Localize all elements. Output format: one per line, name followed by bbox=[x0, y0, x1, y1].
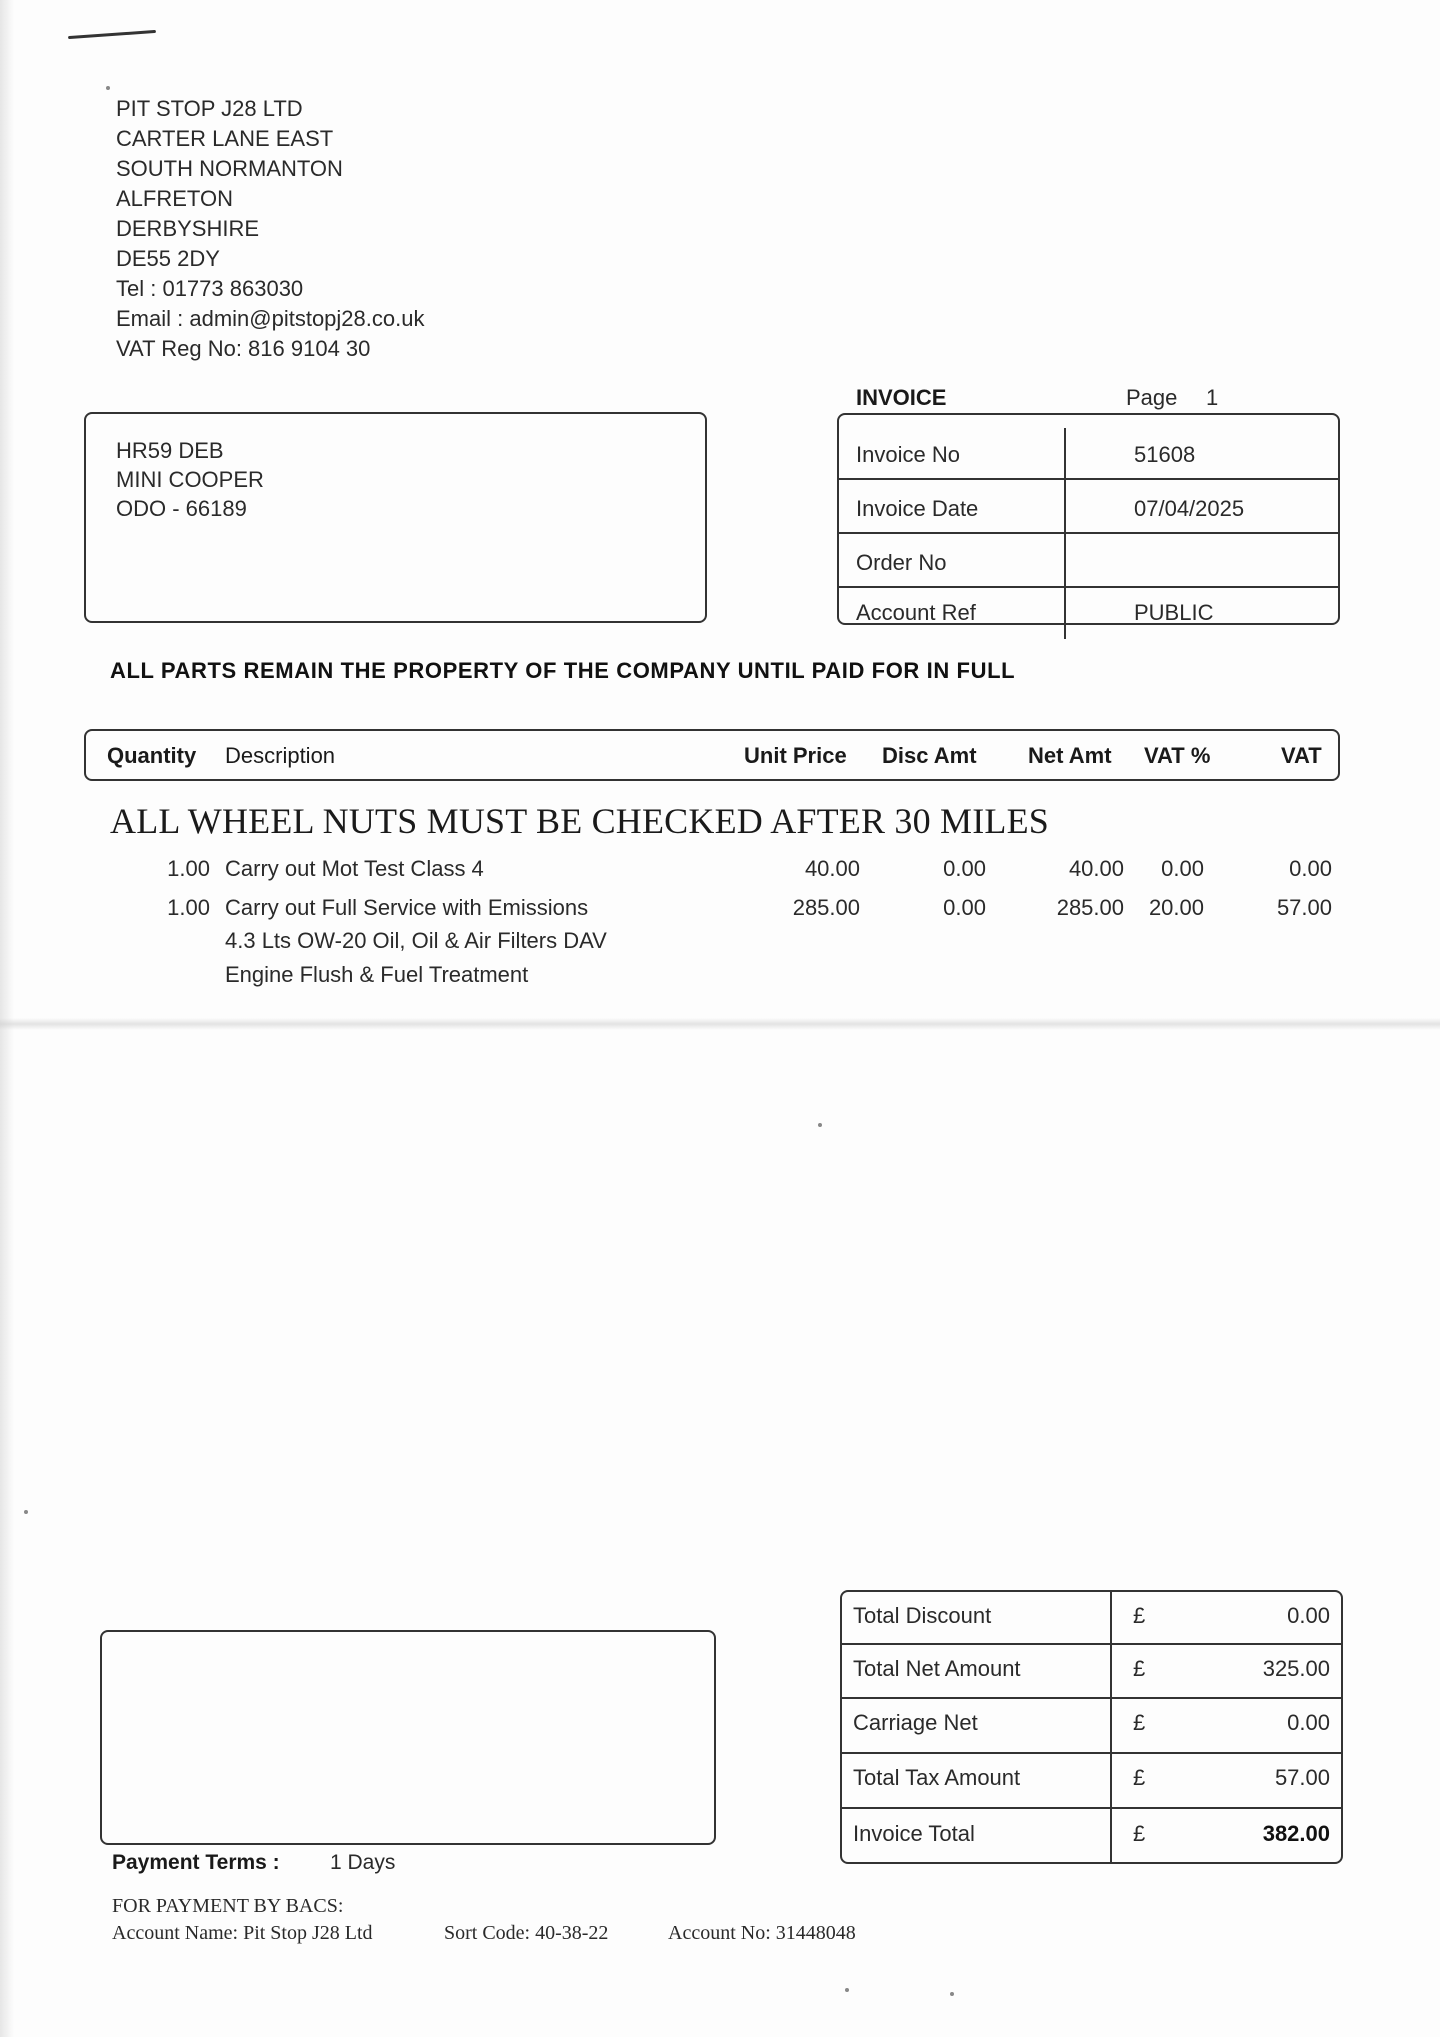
carriage-net-label: Carriage Net bbox=[853, 1710, 978, 1735]
column-header-vat: VAT bbox=[1281, 743, 1322, 768]
item-net-amt: 285.00 bbox=[1056, 895, 1124, 920]
column-header-net-amt: Net Amt bbox=[1028, 743, 1112, 768]
currency-symbol: £ bbox=[1133, 1821, 1146, 1846]
bacs-account-name: Account Name: Pit Stop J28 Ltd bbox=[112, 1922, 373, 1944]
address-line: CARTER LANE EAST bbox=[116, 126, 334, 151]
column-header-disc-amt: Disc Amt bbox=[882, 743, 977, 768]
table-divider bbox=[840, 1752, 1343, 1754]
currency-symbol: £ bbox=[1133, 1710, 1146, 1735]
item-disc-amt: 0.00 bbox=[943, 856, 986, 881]
page-number: 1 bbox=[1206, 385, 1219, 410]
item-disc-amt: 0.00 bbox=[943, 895, 986, 920]
item-net-amt: 40.00 bbox=[1068, 856, 1124, 881]
column-header-unit-price: Unit Price bbox=[744, 743, 847, 768]
company-name: PIT STOP J28 LTD bbox=[116, 96, 303, 121]
total-discount-label: Total Discount bbox=[853, 1603, 992, 1628]
item-vat-percent: 0.00 bbox=[1161, 856, 1204, 881]
vehicle-model: MINI COOPER bbox=[116, 467, 264, 492]
item-description: Carry out Mot Test Class 4 bbox=[225, 856, 484, 881]
address-line: DERBYSHIRE bbox=[116, 216, 260, 241]
currency-symbol: £ bbox=[1133, 1765, 1146, 1790]
bacs-sort-code: Sort Code: 40-38-22 bbox=[444, 1922, 609, 1944]
company-address-block bbox=[116, 94, 424, 364]
vehicle-registration: HR59 DEB bbox=[116, 438, 224, 463]
item-note: Engine Flush & Fuel Treatment bbox=[225, 962, 529, 987]
scan-speck bbox=[106, 86, 110, 90]
item-vat-percent: 20.00 bbox=[1148, 895, 1204, 920]
item-unit-price: 285.00 bbox=[792, 895, 860, 920]
account-ref-label: Account Ref bbox=[856, 600, 976, 625]
ownership-notice: ALL PARTS REMAIN THE PROPERTY OF THE COMPANY UNTIL PAID FOR IN FULL bbox=[110, 658, 1016, 683]
table-divider bbox=[837, 586, 1340, 588]
column-header-quantity: Quantity bbox=[107, 743, 197, 768]
bacs-heading: FOR PAYMENT BY BACS: bbox=[112, 1895, 344, 1917]
total-discount-value: 0.00 bbox=[1287, 1603, 1330, 1628]
total-tax-amount-value: 57.00 bbox=[1274, 1765, 1330, 1790]
payment-terms-label: Payment Terms : bbox=[112, 1851, 280, 1874]
item-vat: 57.00 bbox=[1276, 895, 1332, 920]
invoice-date-value: 07/04/2025 bbox=[1134, 496, 1245, 521]
scan-speck bbox=[845, 1988, 849, 1992]
total-net-amount-label: Total Net Amount bbox=[853, 1656, 1021, 1681]
item-vat: 0.00 bbox=[1289, 856, 1332, 881]
address-line: SOUTH NORMANTON bbox=[116, 156, 343, 181]
account-ref-value: PUBLIC bbox=[1134, 600, 1214, 625]
invoice-total-value: 382.00 bbox=[1262, 1821, 1330, 1846]
wheel-nuts-notice: ALL WHEEL NUTS MUST BE CHECKED AFTER 30 MILES bbox=[110, 801, 1050, 841]
invoice-no-label: Invoice No bbox=[856, 442, 960, 467]
vehicle-odometer: ODO - 66189 bbox=[116, 496, 247, 521]
table-divider bbox=[837, 478, 1340, 480]
table-divider bbox=[1064, 428, 1066, 639]
invoice-total-label: Invoice Total bbox=[853, 1821, 975, 1846]
scan-speck bbox=[950, 1992, 954, 1996]
scan-speck bbox=[24, 1510, 28, 1514]
carriage-net-value: 0.00 bbox=[1287, 1710, 1330, 1735]
column-header-vat-percent: VAT % bbox=[1144, 743, 1211, 768]
payment-terms-value: 1 Days bbox=[330, 1851, 396, 1874]
item-quantity: 1.00 bbox=[167, 895, 210, 920]
page-label: Page bbox=[1126, 385, 1178, 410]
table-divider bbox=[840, 1643, 1343, 1645]
order-no-label: Order No bbox=[856, 550, 947, 575]
fold-line bbox=[0, 1018, 1440, 1030]
column-header-description: Description bbox=[225, 743, 336, 768]
currency-symbol: £ bbox=[1133, 1656, 1146, 1681]
company-vat-reg: VAT Reg No: 816 9104 30 bbox=[116, 336, 371, 361]
company-email: Email : admin@pitstopj28.co.uk bbox=[116, 306, 425, 331]
pen-mark bbox=[68, 30, 156, 39]
item-quantity: 1.00 bbox=[167, 856, 210, 881]
table-divider bbox=[840, 1697, 1343, 1699]
invoice-no-value: 51608 bbox=[1134, 442, 1196, 467]
bacs-account-number: Account No: 31448048 bbox=[668, 1922, 856, 1944]
item-description: Carry out Full Service with Emissions bbox=[225, 895, 589, 920]
company-telephone: Tel : 01773 863030 bbox=[116, 276, 304, 301]
total-tax-amount-label: Total Tax Amount bbox=[853, 1765, 1021, 1790]
address-postcode: DE55 2DY bbox=[116, 246, 220, 271]
table-divider bbox=[837, 532, 1340, 534]
table-divider bbox=[840, 1807, 1343, 1809]
invoice-title: INVOICE bbox=[856, 385, 947, 410]
item-note: 4.3 Lts OW-20 Oil, Oil & Air Filters DAV bbox=[225, 928, 607, 953]
item-unit-price: 40.00 bbox=[804, 856, 860, 881]
table-divider bbox=[1110, 1590, 1112, 1864]
scan-speck bbox=[818, 1123, 822, 1127]
currency-symbol: £ bbox=[1133, 1603, 1146, 1628]
invoice-date-label: Invoice Date bbox=[856, 496, 979, 521]
total-net-amount-value: 325.00 bbox=[1262, 1656, 1330, 1681]
payment-notes-box bbox=[100, 1630, 716, 1845]
vehicle-details bbox=[116, 436, 264, 523]
address-line: ALFRETON bbox=[116, 186, 233, 211]
